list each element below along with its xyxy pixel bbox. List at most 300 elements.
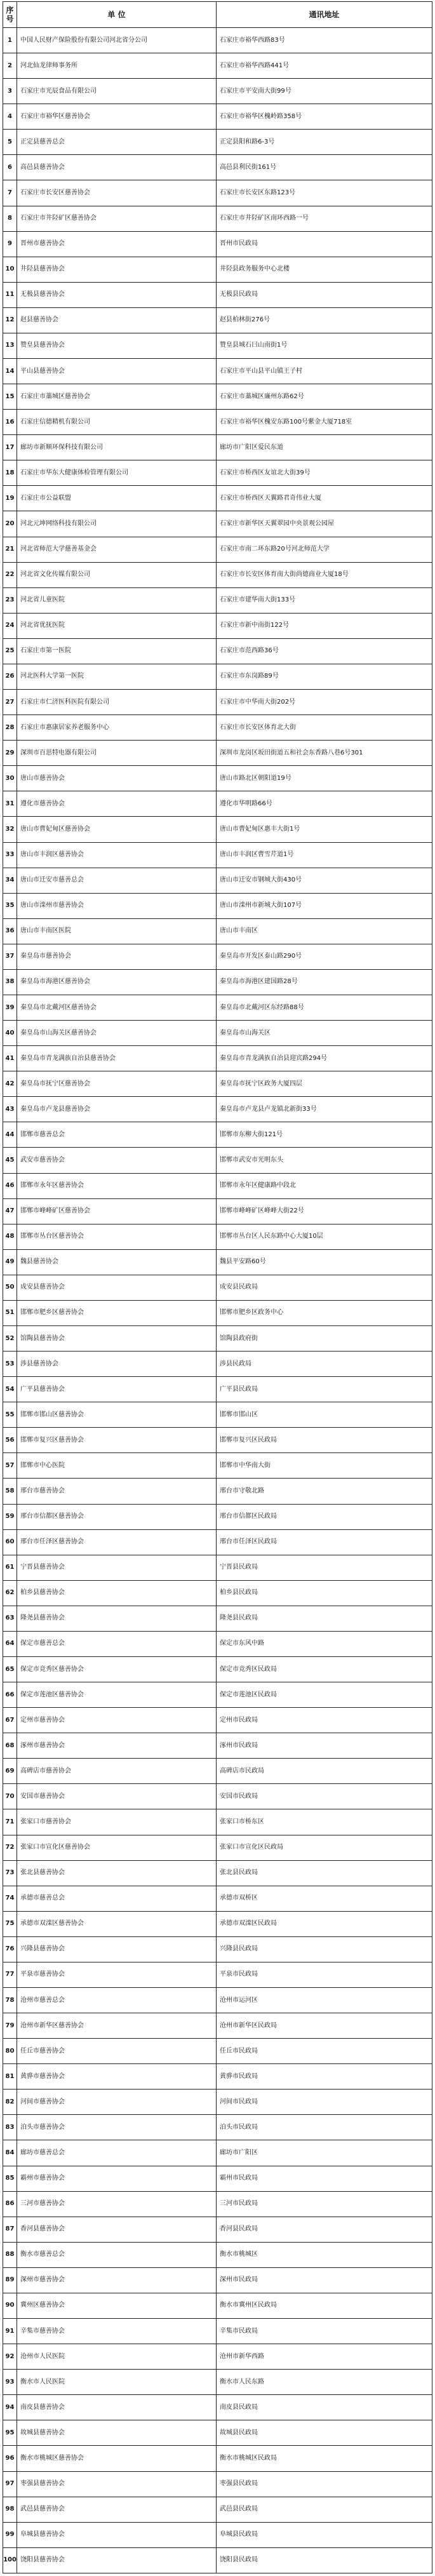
row-number: 93 — [3, 2370, 17, 2395]
row-number: 55 — [3, 1402, 17, 1428]
table-row — [3, 28, 432, 53]
row-unit: 石家庄市仁济医科医院有限公司 — [17, 690, 217, 715]
row-address: 石家庄市平安南大街99号 — [217, 79, 432, 104]
row-address: 石家庄市井陉矿区南环西路一号 — [217, 206, 432, 231]
row-number: 97 — [3, 2471, 17, 2497]
row-number: 37 — [3, 944, 17, 969]
row-number: 41 — [3, 1046, 17, 1071]
row-address: 沧州市新华西路 — [217, 2344, 432, 2370]
table-row — [3, 511, 432, 537]
row-unit: 黄骅市慈善协会 — [17, 2064, 217, 2090]
row-address: 秦皇岛市北戴河区东经路88号 — [217, 995, 432, 1020]
row-unit: 河间市慈善协会 — [17, 2090, 217, 2115]
table-row — [3, 2039, 432, 2064]
row-address: 秦皇岛市抚宁区政务大厦四层 — [217, 1071, 432, 1097]
row-unit: 正定县慈善总会 — [17, 130, 217, 155]
row-address: 廊坊市广阳区爱民东道 — [217, 435, 432, 460]
row-address: 石家庄市建华南大街133号 — [217, 587, 432, 613]
row-number: 65 — [3, 1657, 17, 1682]
row-number: 8 — [3, 206, 17, 231]
row-number: 99 — [3, 2522, 17, 2547]
row-number: 19 — [3, 486, 17, 511]
table-row — [3, 1529, 432, 1555]
row-number: 43 — [3, 1097, 17, 1122]
row-unit: 阜城县慈善协会 — [17, 2522, 217, 2547]
table-row — [3, 2140, 432, 2166]
row-address: 沧州市新华区民政局 — [217, 2013, 432, 2039]
row-unit: 邯郸市永年区慈善协会 — [17, 1173, 217, 1198]
row-address: 深州市民政局 — [217, 2267, 432, 2293]
table-row — [3, 231, 432, 257]
row-unit: 邢台市信都区慈善协会 — [17, 1504, 217, 1529]
row-unit: 馆陶县慈善协会 — [17, 1325, 217, 1351]
row-number: 17 — [3, 435, 17, 460]
row-unit: 石家庄市长安区慈善协会 — [17, 180, 217, 206]
row-number: 22 — [3, 562, 17, 587]
table-row — [3, 79, 432, 104]
row-unit: 秦皇岛市慈善协会 — [17, 944, 217, 969]
table-row — [3, 1835, 432, 1860]
row-address: 石家庄市东岗路89号 — [217, 664, 432, 689]
row-unit: 唐山市丰南区医院 — [17, 918, 217, 944]
row-unit: 邯郸市慈善总会 — [17, 1122, 217, 1148]
row-number: 80 — [3, 2039, 17, 2064]
row-address: 任丘市民政局 — [217, 2039, 432, 2064]
row-unit: 邯郸市峰峰矿区慈善协会 — [17, 1198, 217, 1224]
row-number: 14 — [3, 359, 17, 384]
row-unit: 河北省文化传媒有限公司 — [17, 562, 217, 587]
row-unit: 石家庄信德精机有限公司 — [17, 410, 217, 435]
row-number: 24 — [3, 613, 17, 638]
row-unit: 涉县慈善协会 — [17, 1352, 217, 1377]
row-number: 6 — [3, 155, 17, 180]
row-number: 52 — [3, 1325, 17, 1351]
row-address: 邢台市信都区民政局 — [217, 1504, 432, 1529]
row-number: 87 — [3, 2217, 17, 2242]
row-number: 49 — [3, 1249, 17, 1275]
row-unit: 饶阳县慈善协会 — [17, 2547, 217, 2573]
row-unit: 河北元坤网络科技有限公司 — [17, 511, 217, 537]
row-unit: 成安县慈善协会 — [17, 1275, 217, 1300]
table-row — [3, 307, 432, 333]
row-address: 秦皇岛市海港区建国路28号 — [217, 969, 432, 995]
row-unit: 柏乡县慈善协会 — [17, 1580, 217, 1606]
table-row — [3, 817, 432, 842]
row-number: 47 — [3, 1198, 17, 1224]
row-number: 74 — [3, 1886, 17, 1911]
row-unit: 邯郸市肥乡区慈善协会 — [17, 1300, 217, 1325]
row-number: 16 — [3, 410, 17, 435]
row-number: 42 — [3, 1071, 17, 1097]
row-unit: 秦皇岛市海港区慈善协会 — [17, 969, 217, 995]
row-address: 秦皇岛市开发区泰山路290号 — [217, 944, 432, 969]
table-row — [3, 791, 432, 817]
table-row — [3, 1352, 432, 1377]
table-row — [3, 995, 432, 1020]
row-address: 张家口市宣化区民政局 — [217, 1835, 432, 1860]
table-row — [3, 2547, 432, 2573]
row-address: 兴隆县民政局 — [217, 1936, 432, 1962]
row-unit: 邯郸市邯山区慈善协会 — [17, 1402, 217, 1428]
table-row — [3, 384, 432, 410]
row-address: 高碑店市民政局 — [217, 1759, 432, 1784]
row-number: 54 — [3, 1377, 17, 1402]
row-number: 53 — [3, 1352, 17, 1377]
row-number: 15 — [3, 384, 17, 410]
row-unit: 邯郸市中心医院 — [17, 1453, 217, 1479]
row-address: 石家庄市中华南大街202号 — [217, 690, 432, 715]
row-unit: 安国市慈善协会 — [17, 1784, 217, 1809]
row-number: 95 — [3, 2420, 17, 2446]
table-row — [3, 1097, 432, 1122]
row-address: 衡水市人民东路 — [217, 2370, 432, 2395]
row-address: 石家庄市裕华区槐安东路100号紫金大厦718室 — [217, 410, 432, 435]
table-row — [3, 1860, 432, 1886]
row-address: 石家庄市桥西区友谊北大街39号 — [217, 460, 432, 486]
row-unit: 魏县慈善协会 — [17, 1249, 217, 1275]
row-number: 77 — [3, 1962, 17, 1987]
row-unit: 枣强县慈善协会 — [17, 2471, 217, 2497]
row-address: 无极县民政局 — [217, 282, 432, 307]
row-address: 遵化市华明路66号 — [217, 791, 432, 817]
table-row — [3, 257, 432, 282]
table-row — [3, 537, 432, 562]
row-number: 44 — [3, 1122, 17, 1148]
table-row — [3, 130, 432, 155]
table-row — [3, 1809, 432, 1835]
row-address: 霸州市民政局 — [217, 2166, 432, 2191]
row-address: 邯郸市复兴区民政局 — [217, 1428, 432, 1453]
row-address: 枣强县民政局 — [217, 2471, 432, 2497]
table-row — [3, 1325, 432, 1351]
row-number: 81 — [3, 2064, 17, 2090]
row-address: 河间市民政局 — [217, 2090, 432, 2115]
table-row — [3, 944, 432, 969]
row-unit: 承德市慈善总会 — [17, 1886, 217, 1911]
table-row — [3, 715, 432, 741]
row-unit: 保定市莲池区慈善协会 — [17, 1682, 217, 1708]
row-address: 高邑县利民街161号 — [217, 155, 432, 180]
table-row — [3, 1555, 432, 1580]
row-number: 2 — [3, 53, 17, 79]
row-number: 13 — [3, 333, 17, 358]
row-number: 90 — [3, 2293, 17, 2318]
row-unit: 南皮县慈善协会 — [17, 2395, 217, 2420]
row-address: 承德市双桥区 — [217, 1886, 432, 1911]
table-row — [3, 2064, 432, 2090]
table-row — [3, 2522, 432, 2547]
table-row — [3, 1784, 432, 1809]
row-number: 56 — [3, 1428, 17, 1453]
row-number: 72 — [3, 1835, 17, 1860]
row-address: 沧州市运河区 — [217, 1988, 432, 2013]
row-address: 秦皇岛市山海关区 — [217, 1021, 432, 1046]
row-unit: 石家庄市光辰食品有限公司 — [17, 79, 217, 104]
row-number: 5 — [3, 130, 17, 155]
row-address: 石家庄市裕华西路83号 — [217, 28, 432, 53]
row-unit: 中国人民财产保险股份有限公司河北省分公司 — [17, 28, 217, 53]
table-row — [3, 2191, 432, 2217]
table-row — [3, 1173, 432, 1198]
row-unit: 廊坊市新顺环保科技有限公司 — [17, 435, 217, 460]
row-number: 91 — [3, 2319, 17, 2344]
row-unit: 唐山市慈善协会 — [17, 766, 217, 791]
table-row — [3, 435, 432, 460]
row-unit: 衡水市桃城区慈善协会 — [17, 2446, 217, 2471]
row-address: 邯郸市武安市光明东头 — [217, 1148, 432, 1173]
table-row — [3, 1962, 432, 1987]
row-unit: 武安市慈善协会 — [17, 1148, 217, 1173]
row-address: 石家庄市桥西区天翼路君奇伟业大厦 — [217, 486, 432, 511]
table-row — [3, 766, 432, 791]
table-row — [3, 155, 432, 180]
table-row — [3, 2344, 432, 2370]
table-row — [3, 1936, 432, 1962]
row-unit: 廊坊市慈善总会 — [17, 2140, 217, 2166]
row-unit: 赞皇县慈善协会 — [17, 333, 217, 358]
row-number: 46 — [3, 1173, 17, 1198]
table-row — [3, 2166, 432, 2191]
header-no: 序号 — [3, 2, 17, 28]
row-unit: 张家口市慈善协会 — [17, 1809, 217, 1835]
table-row — [3, 1300, 432, 1325]
row-number: 39 — [3, 995, 17, 1020]
row-number: 3 — [3, 79, 17, 104]
table-row — [3, 333, 432, 358]
row-unit: 石家庄市第一医院 — [17, 638, 217, 664]
row-number: 63 — [3, 1606, 17, 1631]
row-number: 50 — [3, 1275, 17, 1300]
table-row — [3, 1428, 432, 1453]
row-address: 三河市民政局 — [217, 2191, 432, 2217]
row-number: 26 — [3, 664, 17, 689]
row-unit: 石家庄市华东大健康体检管理有限公司 — [17, 460, 217, 486]
row-unit: 石家庄市裕华区慈善协会 — [17, 104, 217, 130]
table-row — [3, 2013, 432, 2039]
table-row — [3, 2217, 432, 2242]
row-address: 隆尧县民政局 — [217, 1606, 432, 1631]
row-address: 邯郸市邯山区 — [217, 1402, 432, 1428]
table-row — [3, 180, 432, 206]
row-unit: 沧州市人民医院 — [17, 2344, 217, 2370]
row-number: 70 — [3, 1784, 17, 1809]
table-row — [3, 460, 432, 486]
table-row — [3, 410, 432, 435]
row-address: 深圳市龙岗区坂田街道五和社会东香路八巷6号301 — [217, 741, 432, 766]
row-unit: 河北医科大学第一医院 — [17, 664, 217, 689]
table-row — [3, 2370, 432, 2395]
row-unit: 邢台市任泽区慈善协会 — [17, 1529, 217, 1555]
row-unit: 邢台市慈善协会 — [17, 1479, 217, 1504]
row-number: 79 — [3, 2013, 17, 2039]
table-row — [3, 1606, 432, 1631]
row-address: 石家庄市长安区体育南大街尚德商业大厦18号 — [217, 562, 432, 587]
row-address: 邯郸市丛台区人民东路中心大厦10层 — [217, 1224, 432, 1249]
row-address: 石家庄市平山县平山镇王子村 — [217, 359, 432, 384]
row-number: 9 — [3, 231, 17, 257]
row-unit: 辛集市慈善协会 — [17, 2319, 217, 2344]
row-number: 59 — [3, 1504, 17, 1529]
row-unit: 平泉市慈善协会 — [17, 1962, 217, 1987]
row-number: 98 — [3, 2497, 17, 2522]
row-number: 68 — [3, 1733, 17, 1759]
row-number: 82 — [3, 2090, 17, 2115]
row-address: 石家庄市藁城区廉州东路62号 — [217, 384, 432, 410]
row-number: 96 — [3, 2446, 17, 2471]
row-number: 83 — [3, 2115, 17, 2140]
row-number: 31 — [3, 791, 17, 817]
row-number: 76 — [3, 1936, 17, 1962]
row-unit: 河北仙龙律师事务所 — [17, 53, 217, 79]
row-number: 86 — [3, 2191, 17, 2217]
table-row — [3, 359, 432, 384]
table-row — [3, 2090, 432, 2115]
row-address: 唐山市曹妃甸区惠丰大街1号 — [217, 817, 432, 842]
row-number: 51 — [3, 1300, 17, 1325]
table-row — [3, 638, 432, 664]
table-row — [3, 486, 432, 511]
row-unit: 泊头市慈善协会 — [17, 2115, 217, 2140]
row-number: 27 — [3, 690, 17, 715]
row-address: 涿州市民政局 — [217, 1733, 432, 1759]
row-unit: 石家庄市惠康居家养老服务中心 — [17, 715, 217, 741]
row-number: 58 — [3, 1479, 17, 1504]
row-address: 邯郸市中华南大街 — [217, 1453, 432, 1479]
row-unit: 故城县慈善协会 — [17, 2420, 217, 2446]
table-row — [3, 893, 432, 918]
row-address: 辛集市民政局 — [217, 2319, 432, 2344]
row-unit: 张北县慈善协会 — [17, 1860, 217, 1886]
row-number: 92 — [3, 2344, 17, 2370]
row-unit: 保定市慈善总会 — [17, 1631, 217, 1656]
row-address: 石家庄市范西路36号 — [217, 638, 432, 664]
row-number: 12 — [3, 307, 17, 333]
row-number: 71 — [3, 1809, 17, 1835]
row-address: 秦皇岛市青龙满族自治县迎宾路294号 — [217, 1046, 432, 1071]
row-address: 石家庄市南二环东路20号河北师范大学 — [217, 537, 432, 562]
table-row — [3, 1504, 432, 1529]
header-address: 通讯地址 — [217, 2, 432, 28]
row-address: 保定市莲池区民政局 — [217, 1682, 432, 1708]
donor-table — [3, 1, 432, 2573]
row-unit: 张家口市宣化区慈善协会 — [17, 1835, 217, 1860]
row-address: 衡水市冀州区民政局 — [217, 2293, 432, 2318]
table-row — [3, 842, 432, 868]
row-address: 秦皇岛市卢龙县卢龙镇北新街33号 — [217, 1097, 432, 1122]
row-address: 香河县民政局 — [217, 2217, 432, 2242]
row-number: 75 — [3, 1911, 17, 1936]
row-unit: 唐山市曹妃甸区慈善协会 — [17, 817, 217, 842]
row-address: 武邑县民政局 — [217, 2497, 432, 2522]
row-number: 84 — [3, 2140, 17, 2166]
row-number: 57 — [3, 1453, 17, 1479]
row-address: 故城县民政局 — [217, 2420, 432, 2446]
table-row — [3, 1198, 432, 1224]
row-number: 11 — [3, 282, 17, 307]
row-address: 安国市民政局 — [217, 1784, 432, 1809]
table-row — [3, 1733, 432, 1759]
row-address: 衡水市桃城区民政局 — [217, 2446, 432, 2471]
row-unit: 河北省优抚医院 — [17, 613, 217, 638]
table-row — [3, 1148, 432, 1173]
row-address: 平泉市民政局 — [217, 1962, 432, 1987]
row-unit: 霸州市慈善协会 — [17, 2166, 217, 2191]
row-address: 衡水市桃城区 — [217, 2242, 432, 2267]
row-address: 定州市民政局 — [217, 1708, 432, 1733]
row-unit: 冀州区慈善协会 — [17, 2293, 217, 2318]
row-unit: 高碑店市慈善协会 — [17, 1759, 217, 1784]
row-unit: 衡水市人民医院 — [17, 2370, 217, 2395]
row-unit: 河北省儿童医院 — [17, 587, 217, 613]
row-number: 94 — [3, 2395, 17, 2420]
table-row — [3, 1122, 432, 1148]
row-address: 阜城县民政局 — [217, 2522, 432, 2547]
row-address: 井陉县政务服务中心北楼 — [217, 257, 432, 282]
row-number: 38 — [3, 969, 17, 995]
table-row — [3, 1886, 432, 1911]
row-unit: 秦皇岛市青龙满族自治县慈善协会 — [17, 1046, 217, 1071]
row-number: 18 — [3, 460, 17, 486]
table-row — [3, 282, 432, 307]
row-unit: 深州市慈善协会 — [17, 2267, 217, 2293]
row-number: 35 — [3, 893, 17, 918]
table-row — [3, 1580, 432, 1606]
row-address: 成安县民政局 — [217, 1275, 432, 1300]
table-row — [3, 868, 432, 893]
row-number: 30 — [3, 766, 17, 791]
row-unit: 秦皇岛市卢龙县慈善协会 — [17, 1097, 217, 1122]
row-unit: 三河市慈善协会 — [17, 2191, 217, 2217]
row-number: 67 — [3, 1708, 17, 1733]
row-address: 保定市东风中路 — [217, 1631, 432, 1656]
row-address: 保定市竞秀区民政局 — [217, 1657, 432, 1682]
table-row — [3, 1021, 432, 1046]
row-number: 66 — [3, 1682, 17, 1708]
row-unit: 衡水市慈善总会 — [17, 2242, 217, 2267]
row-address: 柏乡县民政局 — [217, 1580, 432, 1606]
row-unit: 兴隆县慈善协会 — [17, 1936, 217, 1962]
row-unit: 邯郸市丛台区慈善协会 — [17, 1224, 217, 1249]
row-unit: 河北省师范大学慈善基金会 — [17, 537, 217, 562]
table-row — [3, 2471, 432, 2497]
row-unit: 唐山市丰润区慈善协会 — [17, 842, 217, 868]
row-number: 60 — [3, 1529, 17, 1555]
table-row — [3, 1249, 432, 1275]
table-row — [3, 587, 432, 613]
row-number: 89 — [3, 2267, 17, 2293]
row-unit: 唐山市滦州市慈善协会 — [17, 893, 217, 918]
row-unit: 秦皇岛市抚宁区慈善协会 — [17, 1071, 217, 1097]
row-number: 28 — [3, 715, 17, 741]
row-number: 25 — [3, 638, 17, 664]
table-row — [3, 2242, 432, 2267]
table-row — [3, 2319, 432, 2344]
row-unit: 晋州市慈善协会 — [17, 231, 217, 257]
row-unit: 涿州市慈善协会 — [17, 1733, 217, 1759]
table-row — [3, 664, 432, 689]
row-unit: 遵化市慈善协会 — [17, 791, 217, 817]
row-unit: 赵县慈善协会 — [17, 307, 217, 333]
table-row — [3, 1046, 432, 1071]
row-unit: 香河县慈善协会 — [17, 2217, 217, 2242]
table-row — [3, 1402, 432, 1428]
row-address: 张北县民政局 — [217, 1860, 432, 1886]
row-address: 赞皇县城石曰山南街1号 — [217, 333, 432, 358]
table-row — [3, 1275, 432, 1300]
row-number: 73 — [3, 1860, 17, 1886]
row-address: 石家庄市长安区东路123号 — [217, 180, 432, 206]
row-unit: 承德市双滦区慈善协会 — [17, 1911, 217, 1936]
